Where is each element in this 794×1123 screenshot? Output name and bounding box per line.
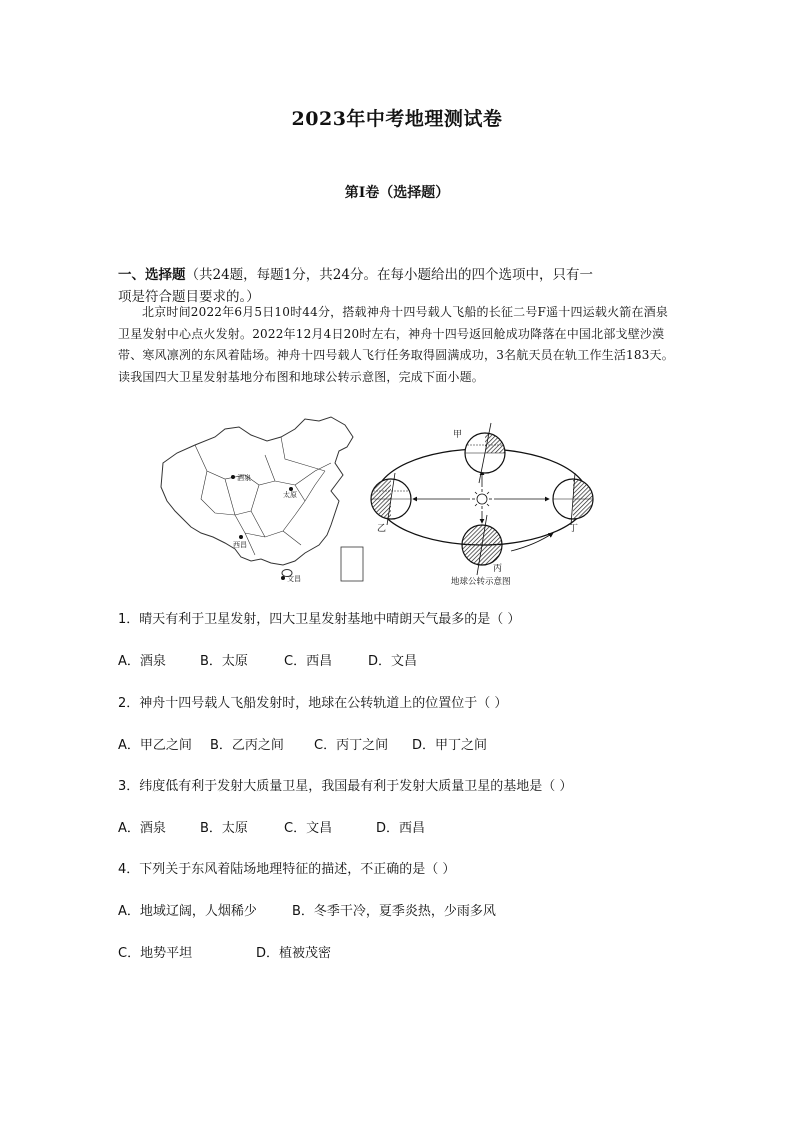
earth-ding	[553, 473, 593, 525]
volume-title: 第Ⅰ卷（选择题）	[344, 185, 450, 201]
q2-option-d[interactable]: D．甲丁之间	[412, 738, 488, 753]
map-label-wenchang: 文昌	[287, 575, 301, 583]
map-label-xichang: 西昌	[233, 541, 247, 549]
orbit-caption: 地球公转示意图	[451, 577, 511, 587]
q2-option-b[interactable]: B．乙丙之间	[210, 738, 284, 753]
q3-option-a[interactable]: A．酒泉	[118, 821, 166, 836]
question-4-stem: 4．下列关于东风着陆场地理特征的描述，不正确的是（ ）	[118, 862, 456, 877]
xichang-marker	[239, 535, 243, 539]
orbit-label-ding: 丁	[569, 524, 579, 534]
south-sea-inset	[341, 547, 363, 581]
revolution-diagram	[371, 423, 593, 575]
section-instructions-line2: 项是符合题目要求的。）	[118, 289, 260, 305]
question-2-stem: 2．神舟十四号载人飞船发射时，地球在公转轨道上的位置位于（ ）	[118, 696, 508, 711]
figure	[155, 415, 605, 595]
map-label-jiuquan: 酒泉	[237, 474, 251, 482]
sun-icon	[472, 489, 492, 509]
wenchang-marker	[281, 576, 285, 580]
q1-option-a[interactable]: A．酒泉	[118, 654, 166, 669]
orbit-label-jia: 甲	[453, 430, 463, 440]
q2-option-c[interactable]: C．丙丁之间	[314, 738, 389, 753]
reading-passage: 北京时间2022年6月5日10时44分，搭载神舟十四号载人飞船的长征二号F遥十四运载火箭在酒泉卫星发射中心点火发射。2022年12月4日20时左右，神舟十四号返回舱成功降落在中国北部戈壁沙漠带、寒风凛冽的东风着陆场。神舟十四号载人飞行任务取得圆满成功，3名航天员在轨工作生活183天。读我国四大卫星发射基地分布图和地球公转示意图，完成下面小题。	[118, 305, 674, 384]
q1-option-d[interactable]: D．文昌	[368, 654, 418, 669]
jiuquan-marker	[231, 475, 235, 479]
q4-option-a[interactable]: A．地域辽阔，人烟稀少	[118, 904, 257, 919]
province-lines	[195, 437, 331, 555]
orbit-label-yi: 乙	[377, 524, 387, 534]
q3-option-d[interactable]: D．西昌	[376, 821, 426, 836]
q1-option-c[interactable]: C．西昌	[284, 654, 333, 669]
q4-option-c[interactable]: C．地势平坦	[118, 946, 193, 961]
q3-option-c[interactable]: C．文昌	[284, 821, 333, 836]
q4-option-d[interactable]: D．植被茂密	[256, 946, 332, 961]
q4-option-b[interactable]: B．冬季干冷，夏季炎热，少雨多风	[292, 904, 496, 919]
q3-option-b[interactable]: B．太原	[200, 821, 248, 836]
map-label-taiyuan: 太原	[283, 491, 297, 499]
figure-svg	[155, 415, 605, 595]
exam-title: 2023年中考地理测试卷	[291, 108, 503, 130]
q2-option-a[interactable]: A．甲乙之间	[118, 738, 192, 753]
question-3-stem: 3．纬度低有利于发射大质量卫星，我国最有利于发射大质量卫星的基地是（ ）	[118, 779, 573, 794]
section-instructions-line1: （共24题，每题1分，共24分。在每小题给出的四个选项中，只有一	[185, 267, 593, 283]
orbit-label-bing: 丙	[493, 564, 503, 574]
section-heading: 一、选择题	[118, 267, 186, 283]
question-1-stem: 1．晴天有利于卫星发射，四大卫星发射基地中晴朗天气最多的是（ ）	[118, 612, 521, 627]
earth-jia	[465, 423, 505, 483]
earth-yi	[371, 473, 411, 525]
china-map	[161, 417, 363, 581]
q1-option-b[interactable]: B．太原	[200, 654, 248, 669]
